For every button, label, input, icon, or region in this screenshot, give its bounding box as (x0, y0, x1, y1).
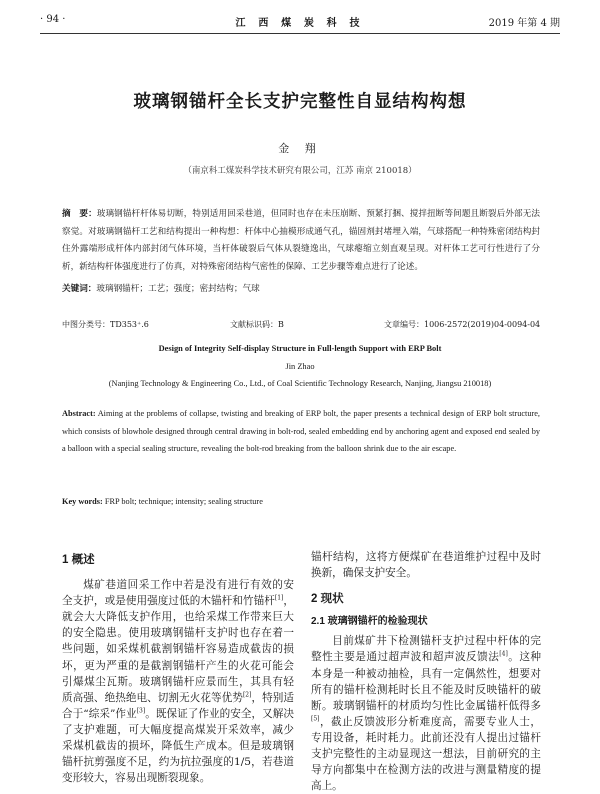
paper-title: 玻璃钢锚杆全长支护完整性自显结构构想 (133, 92, 467, 112)
right-column (311, 549, 541, 794)
citation: [5] (311, 715, 320, 723)
body-text: 目前煤矿井下检测锚杆支护过程中杆体的完整性主要是通过超声波和超声波反馈法 (311, 635, 541, 664)
section-2-1-heading: 2.1 玻璃钢锚杆的检验现状 (311, 616, 428, 628)
abstract-text: 玻璃钢锚杆杆体易切断，特别适用回采巷道，但同时也存在未压崩断、预紧打捆、搅拌扭断等间题且断裂后外部无法察觉。对玻璃钢锚杆工艺和结构提出一种构想：杆体中心抽模形成通气孔，锚固剂封堵埋入端，气球搭配一种特殊密闭结构封住外露端形成杆体内部封闭气体环境，当杆体破裂后气体从裂缝逸出，气球瘪缩立刻直观呈现。对杆体工艺可行性进行了分析，新结构杆体强度进行了仿真，对特殊密闭结构气密性的保障、工艺步骤等难点进行了论述。 (62, 209, 540, 272)
body-text: 煤矿巷道回采工作中若是没有进行有效的安全支护，或是使用强度过低的木锚杆和竹锚杆 (62, 579, 294, 608)
body-text: ，截止反馈波形分析难度高，需要专业人士，专用设备，耗时耗力。此前还没有人提出过锚杆支护完整性的主动显现这一想法，目前研究的主导方向都集中在检测方法的改进与测量精度的提高上。 (311, 715, 541, 793)
section-2-heading: 2 现状 (311, 593, 344, 606)
body-text: 。这种本身是一种被动抽检，具有一定偶然性，想要对所有的锚杆检测耗时长且不能及时反映锚杆的破断。玻璃钢锚杆的材质均匀性比金属锚杆低得多 (311, 651, 542, 712)
body-text: ，特别适合于“综采”作业 (62, 691, 295, 720)
issue-number: 2019 年第 4 期 (488, 18, 560, 29)
left-column (62, 552, 294, 786)
keywords-label: 关键词： (62, 284, 97, 294)
section-1-heading: 1 概述 (62, 554, 95, 566)
section-2-1-paragraph (311, 633, 541, 794)
journal-name: 江 西 煤 炭 科 技 (235, 18, 365, 29)
citation: [1] (274, 594, 284, 602)
english-author: Jin Zhao (285, 362, 315, 371)
english-title: Design of Integrity Self-display Structure in Full-length Support with ERP Bolt (158, 344, 442, 353)
author-name: 金 翔 (278, 142, 322, 155)
english-abstract-text: Aiming at the problems of collapse, twisting and breaking of ERP bolt, the paper presents a technical design of ERP bolt structure, which consists of blowhole designed through central drawing in bolt-rod, sealed embedding end by anchoring agent and exposed end sealed by a balloon with a special sealing structure, revealing the bolt-rod breaking from the balloon shrink due to the air escape. (62, 409, 540, 454)
english-keywords-label: Key words: (62, 497, 103, 506)
continued-paragraph: 锚杆结构，这将方便煤矿在巷道维护过程中及时换新，确保支护安全。 (311, 551, 541, 580)
body-text: ，就会大大降低支护作用，也给采煤工作带来巨大的安全隐患。使用玻璃钢锚杆支护时也存在着一些问题，如采煤机截割钢锚杆容易造成截齿的损坏，更为严重的是截割钢锚杆产生的火花可能会引爆煤尘瓦斯。玻璃钢锚杆应景而生，其具有轻质高强、绝热绝电、切割无火花等优势 (62, 595, 295, 704)
clc-number: 中图分类号：TD353⁺.6 (62, 320, 149, 329)
english-keywords-text: FRP bolt; technique; intensity; sealing structure (104, 497, 263, 506)
citation: [3] (136, 707, 146, 715)
abstract-label: 摘 要： (62, 209, 97, 219)
header-rule (40, 33, 560, 34)
english-abstract (62, 405, 540, 458)
page-number: · 94 · (40, 14, 66, 25)
english-affiliation: (Nanjing Technology & Engineering Co., Ltd., of Coal Scientific Technology Research, Nanjing, Jiangsu 210018) (108, 379, 492, 388)
document-code: 文献标识码：B (230, 320, 284, 329)
author-affiliation: （南京科工煤炭科学技术研究有限公司，江苏 南京 210018） (183, 166, 417, 176)
keywords-text: 玻璃钢锚杆；工艺；强度；密封结构；气球 (96, 284, 260, 294)
section-1-paragraph (62, 577, 294, 786)
citation: [4] (499, 650, 508, 658)
body-text: 。既保证了作业的安全，又解决了支护难题，可大幅度提高煤炭开采效率，减少采煤机截齿的损坏，降低生产成本。但是玻璃钢锚杆抗剪强度不足，约为抗拉强度的1/5，若巷道变形较大，容易出现断裂现象。 (62, 707, 294, 785)
article-number: 文章编号：1006-2572(2019)04-0094-04 (384, 320, 541, 329)
citation: [2] (242, 691, 252, 699)
keywords-cn (62, 281, 540, 299)
abstract-cn (62, 206, 540, 276)
english-keywords (62, 493, 540, 511)
english-abstract-label: Abstract: (62, 409, 96, 418)
